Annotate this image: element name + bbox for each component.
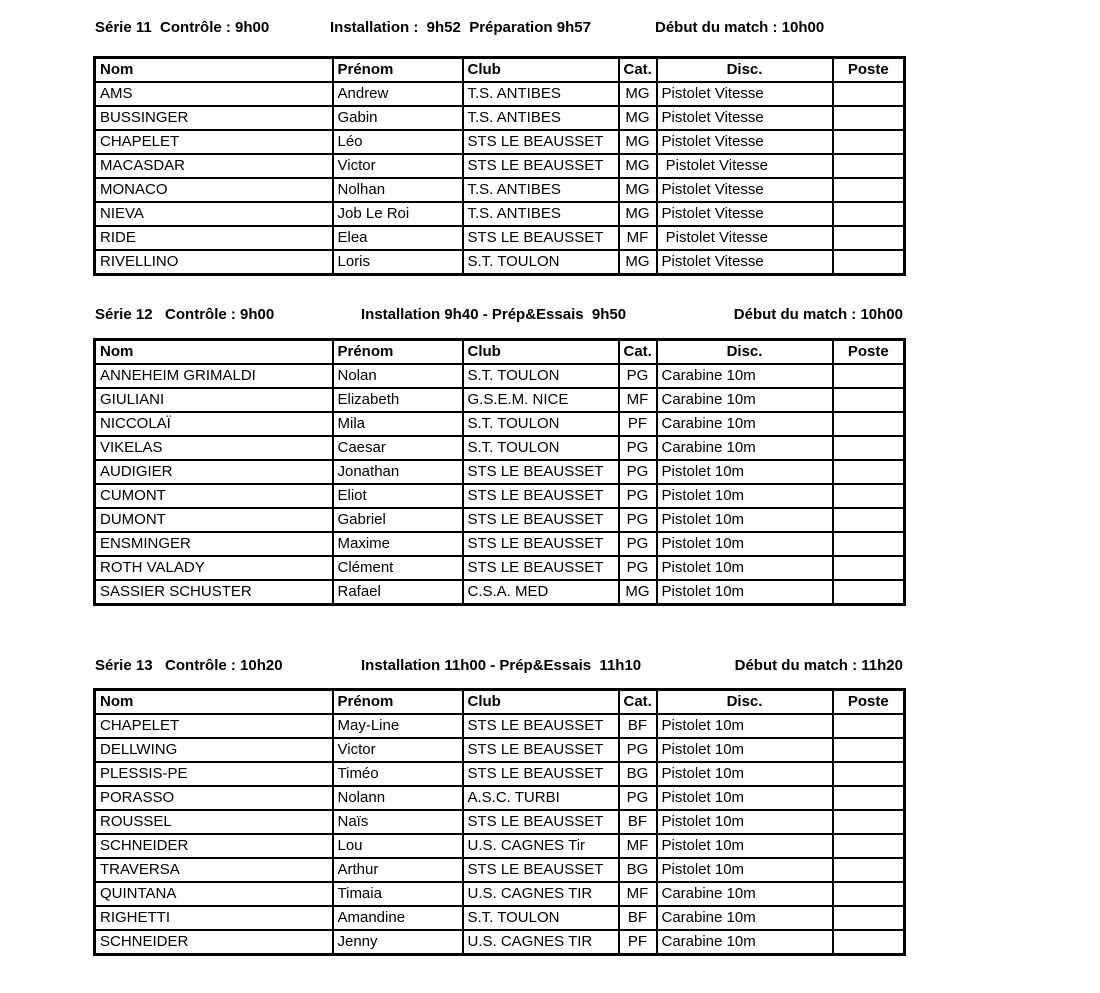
cell-cat: PG — [619, 508, 657, 532]
cell-nom: SCHNEIDER — [95, 930, 333, 955]
cell-disc: Carabine 10m — [657, 412, 833, 436]
cell-poste — [833, 906, 905, 930]
document-page — [93, 0, 906, 956]
cell-cat: MG — [619, 130, 657, 154]
cell-disc: Pistolet Vitesse — [657, 106, 833, 130]
table-body — [95, 714, 905, 955]
cell-club: T.S. ANTIBES — [463, 178, 619, 202]
cell-nom: DELLWING — [95, 738, 333, 762]
cell-nom: BUSSINGER — [95, 106, 333, 130]
table-row — [95, 202, 905, 226]
cell-prenom: Elea — [333, 226, 463, 250]
column-header-nom: Nom — [95, 340, 333, 365]
cell-prenom: May-Line — [333, 714, 463, 738]
table-row — [95, 532, 905, 556]
cell-nom: MACASDAR — [95, 154, 333, 178]
column-header-club: Club — [463, 58, 619, 83]
installation-preparation: Installation 11h00 - Prép&Essais 11h10 — [361, 657, 642, 674]
column-header-prenom: Prénom — [333, 690, 463, 715]
series-label-and-controle: Série 13 Contrôle : 10h20 — [95, 657, 283, 674]
cell-nom: PLESSIS-PE — [95, 762, 333, 786]
cell-prenom: Gabin — [333, 106, 463, 130]
cell-disc: Pistolet 10m — [657, 834, 833, 858]
cell-club: STS LE BEAUSSET — [463, 738, 619, 762]
cell-cat: MF — [619, 388, 657, 412]
cell-cat: PF — [619, 412, 657, 436]
startlist-table-serie-11 — [93, 56, 906, 276]
cell-disc: Pistolet Vitesse — [657, 250, 833, 275]
cell-poste — [833, 436, 905, 460]
cell-disc: Pistolet 10m — [657, 580, 833, 605]
cell-cat: MG — [619, 250, 657, 275]
table-row — [95, 388, 905, 412]
cell-poste — [833, 202, 905, 226]
cell-cat: PF — [619, 930, 657, 955]
table-row — [95, 484, 905, 508]
cell-club: STS LE BEAUSSET — [463, 858, 619, 882]
table-row — [95, 508, 905, 532]
cell-cat: BF — [619, 714, 657, 738]
cell-prenom: Léo — [333, 130, 463, 154]
cell-prenom: Andrew — [333, 82, 463, 106]
cell-cat: MF — [619, 882, 657, 906]
cell-prenom: Jonathan — [333, 460, 463, 484]
column-header-disc: Disc. — [657, 58, 833, 83]
series-label-and-controle: Série 12 Contrôle : 9h00 — [95, 306, 275, 323]
cell-nom: VIKELAS — [95, 436, 333, 460]
cell-poste — [833, 508, 905, 532]
cell-club: STS LE BEAUSSET — [463, 762, 619, 786]
debut-du-match: Début du match : 11h20 — [734, 657, 903, 674]
cell-disc: Pistolet 10m — [657, 508, 833, 532]
cell-cat: MG — [619, 178, 657, 202]
table-row — [95, 178, 905, 202]
cell-cat: MF — [619, 834, 657, 858]
cell-club: STS LE BEAUSSET — [463, 154, 619, 178]
column-header-poste: Poste — [833, 340, 905, 365]
column-header-club: Club — [463, 690, 619, 715]
cell-nom: RIGHETTI — [95, 906, 333, 930]
cell-cat: PG — [619, 738, 657, 762]
header-row — [95, 690, 905, 715]
table-row — [95, 82, 905, 106]
cell-cat: PG — [619, 364, 657, 388]
cell-disc: Pistolet 10m — [657, 786, 833, 810]
cell-disc: Pistolet 10m — [657, 532, 833, 556]
cell-disc: Pistolet Vitesse — [657, 130, 833, 154]
cell-poste — [833, 810, 905, 834]
table-row — [95, 412, 905, 436]
cell-club: STS LE BEAUSSET — [463, 460, 619, 484]
table-row — [95, 250, 905, 275]
cell-disc: Carabine 10m — [657, 882, 833, 906]
cell-poste — [833, 556, 905, 580]
table-row — [95, 738, 905, 762]
cell-club: STS LE BEAUSSET — [463, 484, 619, 508]
cell-nom: ENSMINGER — [95, 532, 333, 556]
cell-disc: Pistolet Vitesse — [657, 178, 833, 202]
cell-prenom: Nolan — [333, 364, 463, 388]
cell-disc: Carabine 10m — [657, 906, 833, 930]
cell-club: STS LE BEAUSSET — [463, 556, 619, 580]
cell-disc: Pistolet 10m — [657, 810, 833, 834]
cell-cat: BF — [619, 906, 657, 930]
cell-nom: SCHNEIDER — [95, 834, 333, 858]
cell-nom: PORASSO — [95, 786, 333, 810]
cell-disc: Pistolet Vitesse — [657, 202, 833, 226]
cell-prenom: Nolhan — [333, 178, 463, 202]
cell-poste — [833, 154, 905, 178]
column-header-prenom: Prénom — [333, 340, 463, 365]
cell-nom: NIEVA — [95, 202, 333, 226]
cell-disc: Pistolet 10m — [657, 714, 833, 738]
startlist-table-serie-13 — [93, 688, 906, 956]
table-row — [95, 556, 905, 580]
cell-poste — [833, 106, 905, 130]
cell-nom: AMS — [95, 82, 333, 106]
cell-poste — [833, 882, 905, 906]
cell-cat: BG — [619, 858, 657, 882]
cell-poste — [833, 738, 905, 762]
column-header-cat: Cat. — [619, 58, 657, 83]
cell-poste — [833, 930, 905, 955]
cell-poste — [833, 460, 905, 484]
cell-disc: Pistolet 10m — [657, 762, 833, 786]
cell-nom: ROUSSEL — [95, 810, 333, 834]
table-row — [95, 762, 905, 786]
cell-poste — [833, 364, 905, 388]
column-header-nom: Nom — [95, 58, 333, 83]
cell-club: T.S. ANTIBES — [463, 106, 619, 130]
cell-cat: MG — [619, 580, 657, 605]
cell-poste — [833, 714, 905, 738]
cell-poste — [833, 130, 905, 154]
cell-cat: BF — [619, 810, 657, 834]
cell-disc: Pistolet 10m — [657, 556, 833, 580]
cell-disc: Pistolet 10m — [657, 484, 833, 508]
series-label-and-controle: Série 11 Contrôle : 9h00 — [95, 19, 270, 36]
cell-club: T.S. ANTIBES — [463, 82, 619, 106]
column-header-cat: Cat. — [619, 340, 657, 365]
cell-cat: MG — [619, 106, 657, 130]
table-row — [95, 882, 905, 906]
cell-cat: PG — [619, 484, 657, 508]
cell-club: STS LE BEAUSSET — [463, 226, 619, 250]
cell-poste — [833, 762, 905, 786]
table-row — [95, 858, 905, 882]
table-row — [95, 364, 905, 388]
cell-cat: MF — [619, 226, 657, 250]
cell-cat: PG — [619, 532, 657, 556]
table-row — [95, 460, 905, 484]
cell-poste — [833, 226, 905, 250]
cell-prenom: Victor — [333, 738, 463, 762]
cell-nom: RIVELLINO — [95, 250, 333, 275]
cell-club: STS LE BEAUSSET — [463, 532, 619, 556]
series-12-title — [93, 306, 906, 323]
series-12-section — [93, 306, 906, 606]
cell-poste — [833, 834, 905, 858]
cell-prenom: Job Le Roi — [333, 202, 463, 226]
cell-cat: PG — [619, 436, 657, 460]
cell-club: G.S.E.M. NICE — [463, 388, 619, 412]
table-body — [95, 364, 905, 605]
header-row — [95, 58, 905, 83]
cell-club: U.S. CAGNES TIR — [463, 930, 619, 955]
installation-preparation: Installation : 9h52 Préparation 9h57 — [330, 19, 591, 36]
cell-disc: Carabine 10m — [657, 436, 833, 460]
cell-nom: QUINTANA — [95, 882, 333, 906]
table-row — [95, 580, 905, 605]
table-row — [95, 106, 905, 130]
cell-club: STS LE BEAUSSET — [463, 714, 619, 738]
table-row — [95, 714, 905, 738]
cell-club: S.T. TOULON — [463, 412, 619, 436]
cell-cat: MG — [619, 202, 657, 226]
cell-disc: Carabine 10m — [657, 930, 833, 955]
series-13-section — [93, 657, 906, 956]
cell-nom: GIULIANI — [95, 388, 333, 412]
cell-cat: MG — [619, 154, 657, 178]
cell-cat: MG — [619, 82, 657, 106]
cell-prenom: Rafael — [333, 580, 463, 605]
table-row — [95, 906, 905, 930]
table-row — [95, 810, 905, 834]
cell-nom: DUMONT — [95, 508, 333, 532]
cell-club: S.T. TOULON — [463, 364, 619, 388]
column-header-cat: Cat. — [619, 690, 657, 715]
series-11-section — [93, 19, 906, 276]
cell-nom: ROTH VALADY — [95, 556, 333, 580]
cell-club: STS LE BEAUSSET — [463, 810, 619, 834]
cell-prenom: Timéo — [333, 762, 463, 786]
cell-poste — [833, 388, 905, 412]
cell-prenom: Eliot — [333, 484, 463, 508]
cell-club: STS LE BEAUSSET — [463, 130, 619, 154]
cell-prenom: Jenny — [333, 930, 463, 955]
series-13-title — [93, 657, 906, 674]
cell-prenom: Caesar — [333, 436, 463, 460]
cell-poste — [833, 412, 905, 436]
column-header-poste: Poste — [833, 690, 905, 715]
cell-club: A.S.C. TURBI — [463, 786, 619, 810]
cell-disc: Pistolet 10m — [657, 460, 833, 484]
cell-prenom: Timaia — [333, 882, 463, 906]
header-row — [95, 340, 905, 365]
cell-prenom: Maxime — [333, 532, 463, 556]
cell-prenom: Amandine — [333, 906, 463, 930]
cell-disc: Carabine 10m — [657, 388, 833, 412]
cell-nom: CUMONT — [95, 484, 333, 508]
cell-prenom: Lou — [333, 834, 463, 858]
cell-prenom: Gabriel — [333, 508, 463, 532]
cell-disc: Pistolet Vitesse — [657, 226, 833, 250]
cell-disc: Carabine 10m — [657, 364, 833, 388]
cell-prenom: Nolann — [333, 786, 463, 810]
cell-poste — [833, 580, 905, 605]
startlist-table-serie-12 — [93, 338, 906, 606]
cell-prenom: Naïs — [333, 810, 463, 834]
table-row — [95, 436, 905, 460]
table-row — [95, 834, 905, 858]
cell-disc: Pistolet 10m — [657, 858, 833, 882]
cell-disc: Pistolet Vitesse — [657, 82, 833, 106]
cell-poste — [833, 178, 905, 202]
cell-club: U.S. CAGNES Tir — [463, 834, 619, 858]
cell-cat: PG — [619, 556, 657, 580]
cell-prenom: Mila — [333, 412, 463, 436]
cell-club: S.T. TOULON — [463, 436, 619, 460]
cell-poste — [833, 250, 905, 275]
cell-cat: PG — [619, 786, 657, 810]
cell-nom: RIDE — [95, 226, 333, 250]
cell-prenom: Loris — [333, 250, 463, 275]
debut-du-match: Début du match : 10h00 — [733, 306, 903, 323]
table-body — [95, 82, 905, 275]
cell-prenom: Elizabeth — [333, 388, 463, 412]
cell-prenom: Clément — [333, 556, 463, 580]
cell-nom: CHAPELET — [95, 714, 333, 738]
table-row — [95, 226, 905, 250]
cell-club: S.T. TOULON — [463, 250, 619, 275]
cell-nom: MONACO — [95, 178, 333, 202]
cell-poste — [833, 532, 905, 556]
cell-nom: NICCOLAÏ — [95, 412, 333, 436]
cell-poste — [833, 484, 905, 508]
cell-poste — [833, 786, 905, 810]
table-row — [95, 786, 905, 810]
cell-club: C.S.A. MED — [463, 580, 619, 605]
cell-poste — [833, 858, 905, 882]
cell-cat: BG — [619, 762, 657, 786]
cell-disc: Pistolet Vitesse — [657, 154, 833, 178]
cell-poste — [833, 82, 905, 106]
column-header-nom: Nom — [95, 690, 333, 715]
cell-nom: SASSIER SCHUSTER — [95, 580, 333, 605]
column-header-disc: Disc. — [657, 690, 833, 715]
debut-du-match: Début du match : 10h00 — [655, 19, 825, 36]
cell-club: STS LE BEAUSSET — [463, 508, 619, 532]
table-row — [95, 130, 905, 154]
installation-preparation: Installation 9h40 - Prép&Essais 9h50 — [361, 306, 627, 323]
cell-club: U.S. CAGNES TIR — [463, 882, 619, 906]
table-row — [95, 930, 905, 955]
cell-club: S.T. TOULON — [463, 906, 619, 930]
column-header-club: Club — [463, 340, 619, 365]
cell-nom: CHAPELET — [95, 130, 333, 154]
series-11-title — [93, 19, 906, 36]
cell-nom: TRAVERSA — [95, 858, 333, 882]
cell-prenom: Victor — [333, 154, 463, 178]
table-row — [95, 154, 905, 178]
column-header-disc: Disc. — [657, 340, 833, 365]
cell-nom: ANNEHEIM GRIMALDI — [95, 364, 333, 388]
cell-disc: Pistolet 10m — [657, 738, 833, 762]
cell-prenom: Arthur — [333, 858, 463, 882]
cell-club: T.S. ANTIBES — [463, 202, 619, 226]
column-header-prenom: Prénom — [333, 58, 463, 83]
cell-nom: AUDIGIER — [95, 460, 333, 484]
cell-cat: PG — [619, 460, 657, 484]
column-header-poste: Poste — [833, 58, 905, 83]
